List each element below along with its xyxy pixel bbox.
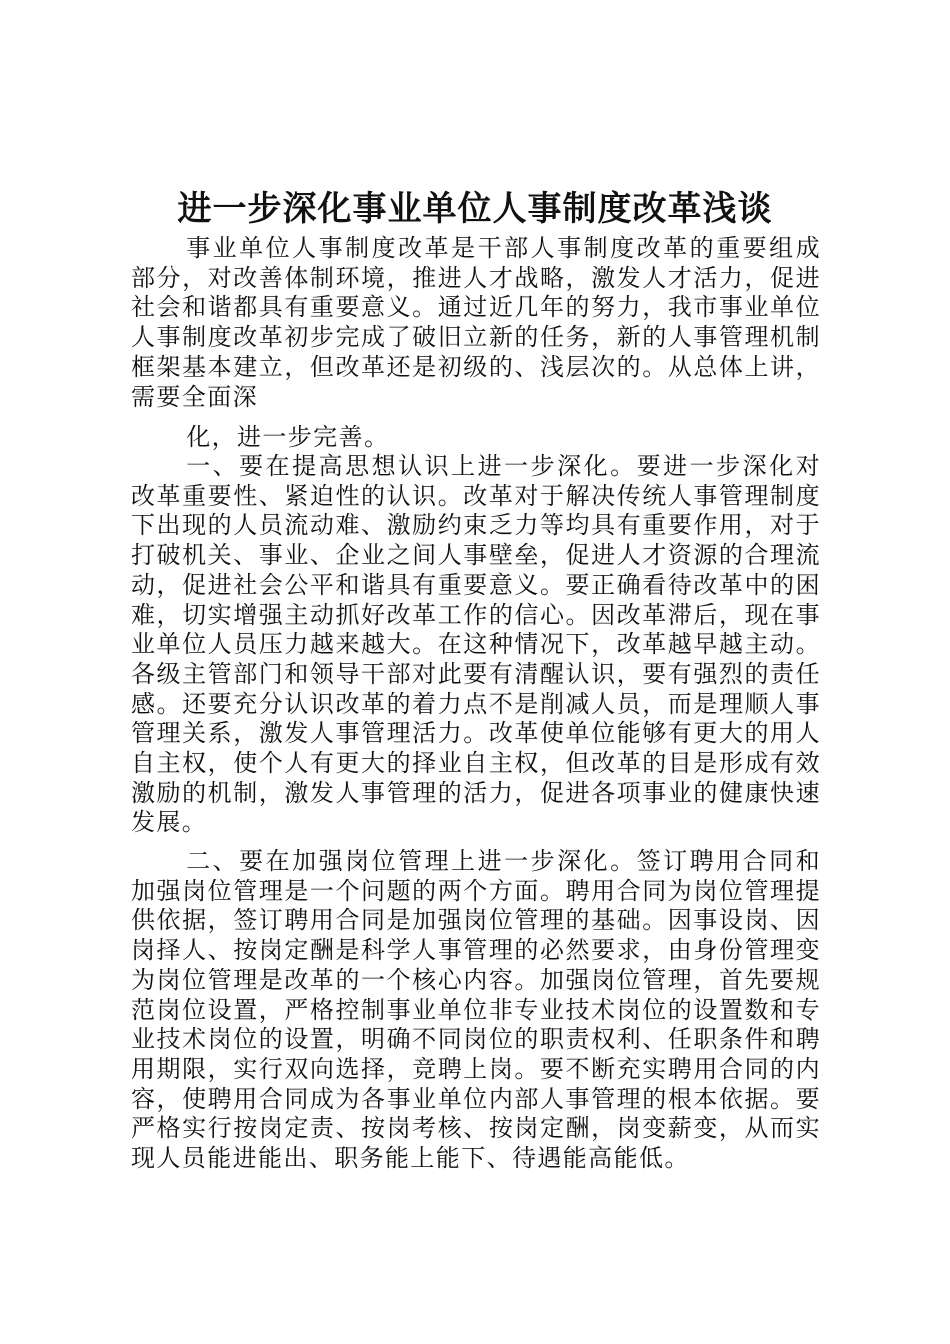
paragraph-section-two-block bbox=[131, 847, 821, 1174]
paragraph-section-one: 一、要在提高思想认识上进一步深化。要进一步深化对改革重要性、紧迫性的认识。改革对于解决传统人事管理制度下出现的人员流动难、激励约束乏力等均具有重要作用，对于打破机关、事业、企业之间人事壁垒，促进人才资源的合理流动，促进社会公平和谐具有重要意义。要正确看待改革中的困难，切实增强主动抓好改革工作的信心。因改革滞后，现在事业单位人员压力越来越大。在这种情况下，改革越早越主动。各级主管部门和领导干部对此要有清醒认识，要有强烈的责任感。还要充分认识改革的着力点不是削减人员，而是理顺人事管理关系，激发人事管理活力。改革使单位能够有更大的用人自主权，使个人有更大的择业自主权，但改革的目是形成有效激励的机制，激发人事管理的活力，促进各项事业的健康快速发展。 bbox=[131, 452, 821, 837]
paragraph-continuation-block bbox=[131, 423, 821, 453]
paragraph-intro-block bbox=[131, 234, 821, 412]
paragraph-section-two: 二、要在加强岗位管理上进一步深化。签订聘用合同和加强岗位管理是一个问题的两个方面。聘用合同为岗位管理提供依据，签订聘用合同是加强岗位管理的基础。因事设岗、因岗择人、按岗定酬是科学人事管理的必然要求，由身份管理变为岗位管理是改革的一个核心内容。加强岗位管理，首先要规范岗位设置，严格控制事业单位非专业技术岗位的设置数和专业技术岗位的设置，明确不同岗位的职责权利、任职条件和聘用期限，实行双向选择，竞聘上岗。要不断充实聘用合同的内容，使聘用合同成为各事业单位内部人事管理的根本依据。要严格实行按岗定责、按岗考核、按岗定酬，岗变薪变，从而实现人员能进能出、职务能上能下、待遇能高能低。 bbox=[131, 847, 821, 1173]
document-title: 进一步深化事业单位人事制度改革浅谈 bbox=[177, 189, 773, 229]
paragraph-section-one-block bbox=[131, 452, 821, 838]
paragraph-intro: 事业单位人事制度改革是干部人事制度改革的重要组成部分，对改善体制环境，推进人才战略，激发人才活力，促进社会和谐都具有重要意义。通过近几年的努力，我市事业单位人事制度改革初步完成了破旧立新的任务，新的人事管理机制框架基本建立，但改革还是初级的、浅层次的。从总体上讲，需要全面深 bbox=[131, 234, 821, 411]
paragraph-continuation: 化，进一步完善。 bbox=[186, 423, 390, 451]
